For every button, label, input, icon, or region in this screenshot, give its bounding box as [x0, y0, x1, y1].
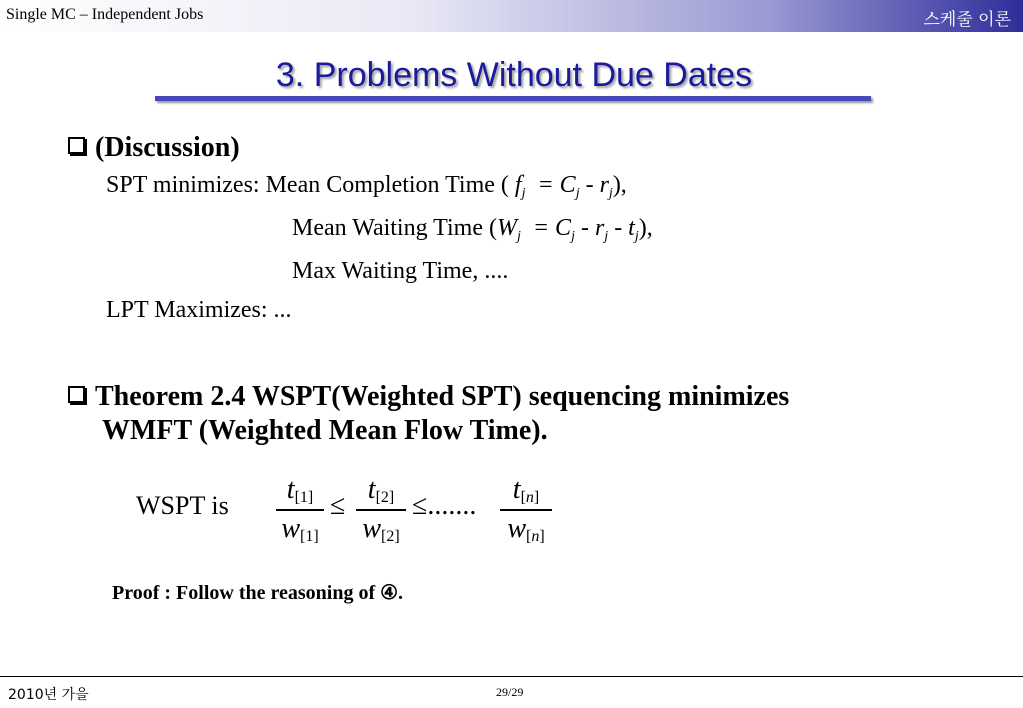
theorem-line-1: Theorem 2.4 WSPT(Weighted SPT) sequencing minimizes: [95, 381, 790, 412]
slide-title: 3. Problems Without Due Dates: [275, 56, 753, 94]
proof-note: Proof : Follow the reasoning of ④.: [112, 582, 404, 604]
ratio-n: t[n] w[n]: [500, 474, 552, 546]
ratio-2: t[2] w[2]: [356, 474, 406, 546]
footer-divider: [0, 676, 1023, 677]
mwt-line: [292, 215, 653, 245]
checkbox-bullet-icon: [68, 137, 85, 154]
mwt-text: Mean Waiting Time (: [292, 215, 497, 241]
spt-text: SPT minimizes: Mean Completion Time (: [106, 172, 509, 198]
title-underline: [155, 96, 871, 101]
ratio-1: t[1] w[1]: [276, 474, 324, 546]
wspt-label: WSPT is: [136, 491, 229, 520]
checkbox-bullet-icon: [68, 386, 85, 403]
formula-waiting-time: $W_j = C_j - r_j - t_j$: [496, 215, 639, 244]
page-number: 29/29: [496, 685, 524, 699]
lpt-line: LPT Maximizes: ...: [106, 297, 292, 323]
discussion-bullet: [68, 132, 240, 164]
spt-line: [106, 172, 627, 202]
formula-flow-time: $f_j = C_j - r_j$: [508, 172, 613, 201]
course-title: Single MC – Independent Jobs: [6, 6, 204, 23]
leq-symbol-1: ≤: [330, 490, 346, 521]
leq-symbol-2: ≤.......: [412, 490, 477, 521]
max-waiting-line: Max Waiting Time, ....: [292, 258, 509, 284]
topic-title: 스케줄 이론: [923, 10, 1011, 30]
header-bar: [0, 0, 1023, 32]
spt-suffix: ),: [612, 172, 627, 198]
theorem-line-2: WMFT (Weighted Mean Flow Time).: [102, 415, 548, 446]
mwt-suffix: ),: [638, 215, 653, 241]
theorem-bullet: [68, 381, 789, 413]
discussion-heading: (Discussion): [95, 132, 240, 163]
footer-semester: 2010년 가을: [8, 687, 89, 703]
slide-title-block: [155, 56, 873, 106]
